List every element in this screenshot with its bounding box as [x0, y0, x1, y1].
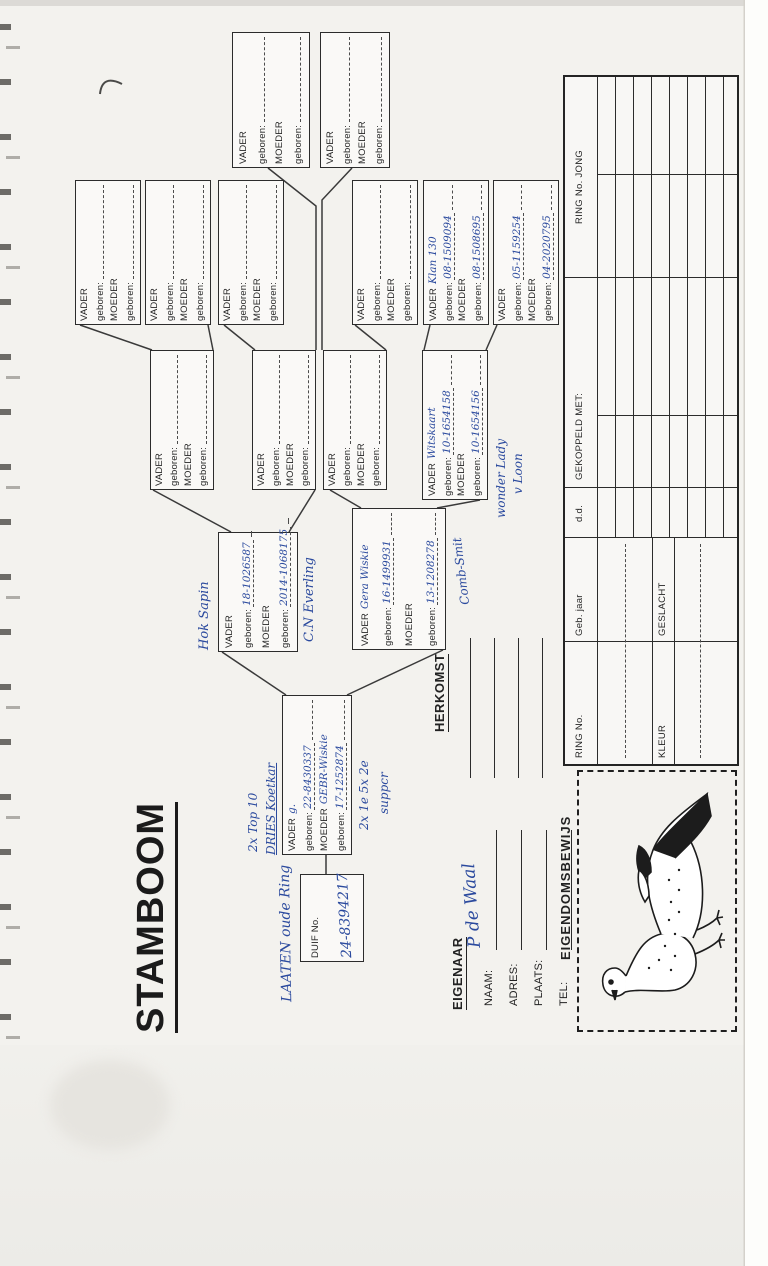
gen3-d-note1: wonder Lady: [494, 438, 508, 518]
table-row-line: [651, 77, 652, 538]
vader-label: VADER: [149, 287, 160, 321]
vader-label: VADER: [360, 612, 372, 646]
pedigree-box-gen3-a: [150, 350, 214, 490]
table-section-line: [652, 538, 653, 764]
table-subcolumn-line: [597, 174, 737, 175]
writing-line: [124, 185, 134, 279]
duif-no-label: DUIF No.: [310, 916, 322, 958]
geboren-label: geboren:: [372, 281, 384, 321]
moeder-label: MOEDER: [182, 443, 194, 486]
writing-line: [303, 700, 313, 740]
gen2-bottom-vader-ring: 16-1499931: [381, 540, 394, 604]
pedigree-box-gen4-1: [75, 180, 141, 325]
geboren-label: geboren:: [95, 281, 107, 321]
gen4-6-vader-ring: 05-1159254: [510, 215, 523, 279]
gen1-note-bottom2: suppcr: [377, 772, 391, 814]
pedigree-box-gen3-c: [323, 350, 387, 490]
writing-line: [237, 185, 247, 279]
pedigree-box-gen4-5-klan: [423, 180, 489, 325]
gen2-bottom-moeder-ring: 13-1208278: [424, 540, 437, 604]
geboren-label: geboren:: [472, 456, 484, 496]
geboren-label: geboren:: [543, 281, 554, 321]
moeder-label: MOEDER: [252, 278, 263, 321]
writing-line: [270, 355, 280, 444]
pedigree-box-parents: [282, 695, 352, 855]
moeder-label: MOEDER: [179, 278, 190, 321]
adres-label: ADRES:: [508, 963, 520, 1006]
herkomst-line: [494, 638, 495, 778]
pedigree-box-gen3-d-witskaart: [422, 350, 488, 500]
geboren-label: geboren:: [383, 606, 395, 646]
geboren-label: geboren:: [373, 124, 385, 164]
vader-label: VADER: [222, 287, 233, 321]
writing-line: [442, 355, 452, 385]
writing-line: [512, 185, 522, 210]
scan-smudge: [50, 1060, 170, 1150]
pedigree-box-gen4-4: [352, 180, 418, 325]
writing-line: [372, 37, 382, 122]
gen3-d-vader-ring: 10-1654158: [440, 390, 453, 454]
writing-line: [370, 355, 380, 444]
gen4-5-moeder-ring: 08-1508695: [471, 215, 484, 279]
herkomst-line: [542, 638, 543, 778]
geboren-label: geboren:: [443, 281, 455, 321]
table-header-line: [597, 77, 598, 764]
writing-line: [341, 355, 351, 444]
writing-line: [299, 355, 309, 444]
dd-header: d.d.: [574, 504, 585, 522]
plaats-line: [546, 830, 547, 950]
geboren-label: geboren:: [371, 446, 383, 486]
gen1-note-bottom1: 2x 1e 5x 2e: [357, 760, 371, 830]
moeder-label: MOEDER: [457, 278, 469, 321]
moeder-label: MOEDER: [356, 121, 368, 164]
geb-jaar-header: Geb. jaar: [574, 594, 585, 636]
breeding-record-table: [563, 75, 739, 766]
adres-line: [521, 830, 522, 950]
pedigree-box-gen4-2: [145, 180, 211, 325]
writing-line: [267, 185, 277, 279]
table-section-line: [674, 538, 675, 764]
geboren-label: geboren:: [513, 281, 525, 321]
vader-label: VADER: [426, 462, 438, 496]
moeder-label: MOEDER: [273, 121, 285, 164]
writing-line: [168, 355, 178, 444]
geboren-label: geboren:: [198, 446, 210, 486]
table-row-line: [633, 77, 634, 538]
writing-line: [542, 185, 552, 210]
gen4-6-moeder-ring: 04-2020795: [540, 215, 553, 279]
writing-line: [255, 37, 265, 122]
moeder-label: MOEDER: [403, 603, 415, 646]
pedigree-box-gen3-b: [252, 350, 316, 490]
geboren-label: geboren:: [341, 124, 353, 164]
moeder-label: MOEDER: [109, 278, 120, 321]
writing-line: [94, 185, 104, 279]
scan-top-edge: [0, 0, 768, 6]
moeder-label: MOEDER: [386, 278, 397, 321]
gen2-top-note-above: Hok Sapin: [197, 581, 212, 650]
table-row-line: [669, 77, 670, 538]
gen1-note-top2: DRIES Koetkar: [264, 762, 278, 855]
ring-no-header: RING No.: [574, 714, 585, 758]
writing-line: [340, 37, 350, 122]
writing-line: [401, 185, 411, 279]
writing-line: [291, 37, 301, 122]
herkomst-title: HERKOMST: [432, 653, 447, 732]
writing-line: [443, 185, 453, 210]
geboren-label: geboren:: [335, 811, 347, 851]
eigenaar-title: EIGENAAR: [450, 937, 465, 1010]
torn-edge-marks-2: [6, 46, 20, 1046]
kleur-header: KLEUR: [657, 724, 668, 758]
moeder-label: MOEDER: [456, 453, 468, 496]
gen1-moeder-name: GEBR-Wiskie: [318, 734, 331, 805]
geboren-label: geboren:: [303, 811, 315, 851]
geboren-label: geboren:: [243, 608, 255, 648]
table-writing-dash: [625, 544, 626, 758]
table-subcolumn-line: [597, 415, 737, 416]
herkomst-line: [470, 638, 471, 778]
geboren-label: geboren:: [256, 124, 268, 164]
gen3-d-vader-name: Witskaart: [425, 407, 438, 459]
gen2-top-vader-ring: 18-1026587: [241, 542, 254, 606]
plaats-label: PLAATS:: [533, 959, 545, 1006]
geboren-label: geboren:: [292, 124, 304, 164]
page-title: STAMBOOM: [130, 802, 178, 1033]
moeder-label: MOEDER: [260, 605, 272, 648]
writing-line: [335, 700, 345, 740]
geboren-label: geboren:: [342, 446, 354, 486]
gen1-vader-ring: 22-8430337: [301, 745, 314, 809]
pedigree-box-grandparents-maternal: [352, 508, 446, 650]
geboren-label: geboren:: [165, 281, 177, 321]
vader-label: VADER: [237, 130, 249, 164]
pedigree-box-gen4-7: [232, 32, 310, 168]
vader-label: VADER: [356, 287, 367, 321]
writing-line: [164, 185, 174, 279]
gen2-bottom-vader-name: Gera Wiskie: [359, 544, 372, 609]
gen4-5-vader-name: Klan 130: [426, 236, 439, 284]
geboren-label: geboren:: [125, 281, 137, 321]
herkomst-line: [518, 638, 519, 778]
vader-label: VADER: [255, 452, 267, 486]
tel-label: TEL:: [558, 981, 570, 1006]
geboren-label: geboren:: [473, 281, 485, 321]
gen3-d-moeder-ring: 10-1654156: [470, 390, 483, 454]
geboren-label: geboren:: [195, 281, 207, 321]
writing-line: [371, 185, 381, 279]
eigendomsbewijs-title: EIGENDOMSBEWIJS: [558, 815, 573, 960]
geboren-label: geboren:: [402, 281, 414, 321]
pen-stroke-mark: [100, 81, 122, 94]
pedigree-box-gen4-3: [218, 180, 284, 325]
geboren-label: geboren:: [300, 446, 312, 486]
vader-label: VADER: [326, 452, 338, 486]
naam-value-handwritten: P de Waal: [459, 862, 485, 949]
writing-line: [279, 518, 289, 524]
geboren-label: geboren:: [442, 456, 454, 496]
gen2-top-moeder-ring: 2014-1068175: [278, 528, 291, 606]
table-row-line: [705, 77, 706, 538]
geslacht-header: GESLACHT: [657, 582, 668, 636]
vader-label: VADER: [497, 287, 508, 321]
gen2-top-note-below: C.N Everling: [302, 557, 317, 642]
vader-label: VADER: [153, 452, 165, 486]
gen2-bottom-note-below: Comb-Smit: [449, 536, 473, 606]
root-handwritten-note: LAATEN oude Ring: [276, 864, 296, 1003]
pigeon-illustration: [579, 772, 735, 1030]
gen1-moeder-ring: 17-1252874: [333, 745, 346, 809]
gen4-5-vader-ring: 08-1509094: [441, 215, 454, 279]
scan-right-edge: [745, 0, 768, 1266]
geboren-label: geboren:: [268, 281, 280, 321]
naam-line: [496, 830, 497, 950]
writing-line: [382, 513, 392, 535]
duif-ring-handwritten: 24-8394217: [334, 872, 356, 959]
vader-label: VADER: [324, 130, 336, 164]
ring-no-jong-header: RING No. JONG: [574, 149, 585, 224]
writing-line: [242, 531, 252, 537]
gekoppeld-met-header: GEKOPPELD MET:: [574, 392, 585, 480]
moeder-label: MOEDER: [284, 443, 296, 486]
table-row-line: [615, 77, 616, 538]
geboren-label: geboren:: [238, 281, 250, 321]
naam-label: NAAM:: [483, 969, 495, 1006]
pedigree-box-gen4-8: [320, 32, 390, 168]
writing-line: [472, 185, 482, 210]
geboren-label: geboren:: [280, 608, 292, 648]
gen1-vader-name: g.: [286, 803, 299, 814]
writing-line: [197, 355, 207, 444]
table-row-line: [687, 77, 688, 538]
moeder-label: MOEDER: [319, 808, 331, 851]
writing-line: [426, 513, 436, 535]
geboren-label: geboren:: [169, 446, 181, 486]
vader-label: VADER: [287, 817, 299, 851]
vader-label: VADER: [223, 614, 235, 648]
pedigree-box-grandparents-paternal: [218, 528, 298, 652]
gen1-note-top1: 2x Top 10: [246, 792, 260, 852]
table-row-line: [723, 77, 724, 538]
table-column-line: [565, 641, 737, 642]
geboren-label: geboren:: [271, 446, 283, 486]
pedigree-box-gen4-6: [493, 180, 559, 325]
writing-line: [471, 355, 481, 385]
gen3-d-note2: v Loon: [511, 453, 525, 494]
table-writing-dash: [700, 544, 701, 758]
duif-no-box: [300, 874, 364, 962]
vader-label: VADER: [427, 287, 439, 321]
pigeon-drawing-frame: [577, 770, 737, 1032]
geboren-label: geboren:: [426, 606, 438, 646]
vader-label: VADER: [79, 287, 90, 321]
writing-line: [194, 185, 204, 279]
moeder-label: MOEDER: [526, 278, 538, 321]
moeder-label: MOEDER: [355, 443, 367, 486]
